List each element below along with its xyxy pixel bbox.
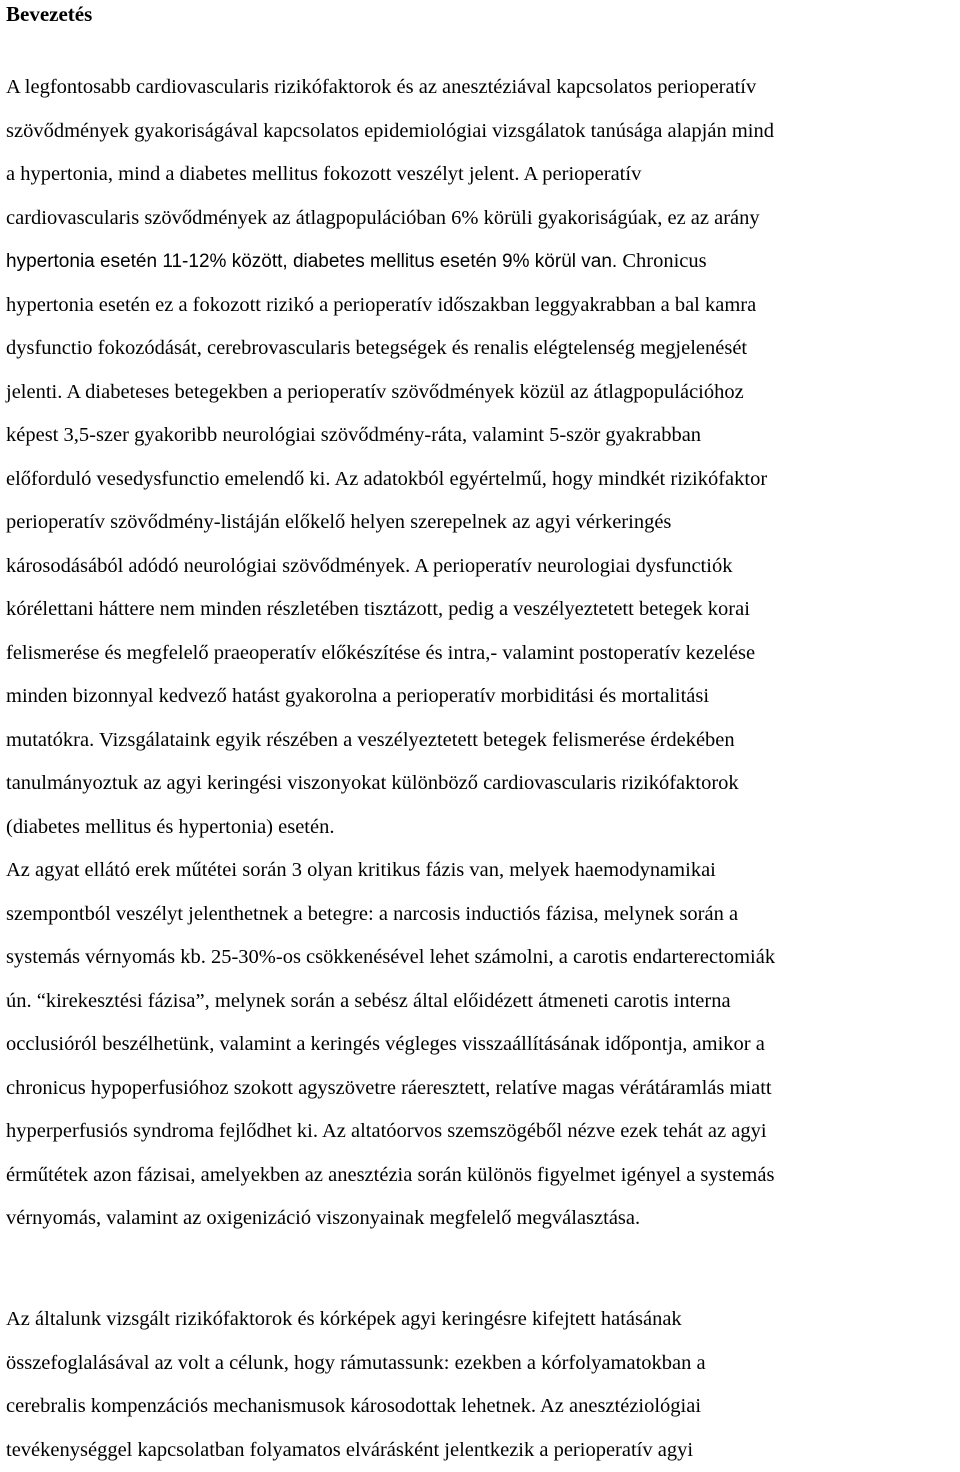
text-line <box>6 197 954 241</box>
text-line <box>6 501 954 545</box>
text-line <box>6 1023 954 1067</box>
text-line <box>6 762 954 806</box>
text-run: a hypertonia, mind a diabetes mellitus fokozott veszélyt jelent. A perioperatív <box>6 163 641 185</box>
text-line <box>6 414 954 458</box>
text-line <box>6 1197 954 1241</box>
text-line <box>6 980 954 1024</box>
text-line <box>6 240 954 284</box>
text-line <box>6 719 954 763</box>
text-run: systemás vérnyomás kb. 25-30%-os csökkenésével lehet számolni, a carotis endarterectomiák <box>6 946 775 968</box>
text-run: minden bizonnyal kedvező hatást gyakorolna a perioperatív morbiditási és mortalitási <box>6 685 709 707</box>
text-line <box>6 1154 954 1198</box>
text-run: felismerése és megfelelő praeoperatív előkészítése és intra,- valamint postoperatív kezelése <box>6 642 755 664</box>
text-run: Az agyat ellátó erek műtétei során 3 olyan kritikus fázis van, melyek haemodynamikai <box>6 859 716 881</box>
text-line <box>6 1385 954 1429</box>
text-line <box>6 1067 954 1111</box>
text-line <box>6 675 954 719</box>
text-run: érműtétek azon fázisai, amelyekben az anesztézia során különös figyelmet igényel a systemás <box>6 1164 774 1186</box>
text-line <box>6 327 954 371</box>
text-line <box>6 153 954 197</box>
text-line <box>6 545 954 589</box>
text-run: hypertonia esetén 11-12% között, diabetes mellitus esetén 9% körül van. <box>6 251 617 272</box>
text-line <box>6 371 954 415</box>
text-line <box>6 632 954 676</box>
text-line <box>6 458 954 502</box>
text-run: károsodásából adódó neurológiai szövődmények. A perioperatív neurologiai dysfunctiók <box>6 555 732 577</box>
text-line <box>6 893 954 937</box>
paragraph-aim <box>6 1298 954 1472</box>
text-line <box>6 284 954 328</box>
text-run: tevékenységgel kapcsolatban folyamatos elvárásként jelentkezik a perioperatív agyi <box>6 1439 693 1461</box>
text-line <box>6 110 954 154</box>
paragraph-introduction <box>6 66 954 1241</box>
text-line <box>6 1110 954 1154</box>
text-run: hypertonia esetén ez a fokozott rizikó a perioperatív időszakban leggyakrabban a bal kamra <box>6 294 756 316</box>
text-run: előforduló vesedysfunctio emelendő ki. Az adatokból egyértelmű, hogy mindkét rizikófaktor <box>6 468 767 490</box>
text-run: tanulmányoztuk az agyi keringési viszonyokat különböző cardiovascularis rizikófaktorok <box>6 772 739 794</box>
text-run: szempontból veszélyt jelenthetnek a betegre: a narcosis inductiós fázisa, melynek során a <box>6 903 738 925</box>
text-line <box>6 936 954 980</box>
text-run: dysfunctio fokozódását, cerebrovascularis betegségek és renalis elégtelenség megjelenését <box>6 337 747 359</box>
text-run: Az általunk vizsgált rizikófaktorok és kórképek agyi keringésre kifejtett hatásának <box>6 1308 682 1330</box>
section-heading: Bevezetés <box>6 1 92 27</box>
text-line <box>6 806 954 850</box>
text-run: A legfontosabb cardiovascularis rizikófaktorok és az anesztéziával kapcsolatos perioperatív <box>6 76 756 98</box>
text-run: kórélettani háttere nem minden részletében tisztázott, pedig a veszélyeztetett betegek korai <box>6 598 750 620</box>
text-run: összefoglalásával az volt a célunk, hogy rámutassunk: ezekben a kórfolyamatokban a <box>6 1352 706 1374</box>
text-line <box>6 1429 954 1472</box>
text-line <box>6 1298 954 1342</box>
text-run: cardiovascularis szövődmények az átlagpopulációban 6% körüli gyakoriságúak, ez az arány <box>6 207 760 229</box>
text-run: chronicus hypoperfusióhoz szokott agyszövetre ráeresztett, relatíve magas vérátáramlás miatt <box>6 1077 772 1099</box>
text-run: képest 3,5-szer gyakoribb neurológiai szövődmény-ráta, valamint 5-ször gyakrabban <box>6 424 701 446</box>
text-run: vérnyomás, valamint az oxigenizáció viszonyainak megfelelő megválasztása. <box>6 1207 640 1229</box>
text-run: occlusióról beszélhetünk, valamint a keringés végleges visszaállításának időpontja, amikor a <box>6 1033 765 1055</box>
text-run: mutatókra. Vizsgálataink egyik részében a veszélyeztetett betegek felismerése érdekében <box>6 729 735 751</box>
text-run: jelenti. A diabeteses betegekben a perioperatív szövődmények közül az átlagpopulációhoz <box>6 381 744 403</box>
text-line <box>6 1342 954 1386</box>
text-run: ún. “kirekesztési fázisa”, melynek során a sebész által előidézett átmeneti carotis interna <box>6 990 731 1012</box>
text-run: (diabetes mellitus és hypertonia) esetén. <box>6 816 334 838</box>
text-run: hyperperfusiós syndroma fejlődhet ki. Az altatóorvos szemszögéből nézve ezek tehát az agyi <box>6 1120 767 1142</box>
text-line <box>6 66 954 110</box>
text-run: perioperatív szövődmény-listáján előkelő helyen szerepelnek az agyi vérkeringés <box>6 511 671 533</box>
text-line <box>6 849 954 893</box>
text-run: szövődmények gyakoriságával kapcsolatos epidemiológiai vizsgálatok tanúsága alapján mind <box>6 120 774 142</box>
text-run: Chronicus <box>617 250 706 272</box>
text-line <box>6 588 954 632</box>
text-run: cerebralis kompenzációs mechanismusok károsodottak lehetnek. Az anesztéziológiai <box>6 1395 701 1417</box>
